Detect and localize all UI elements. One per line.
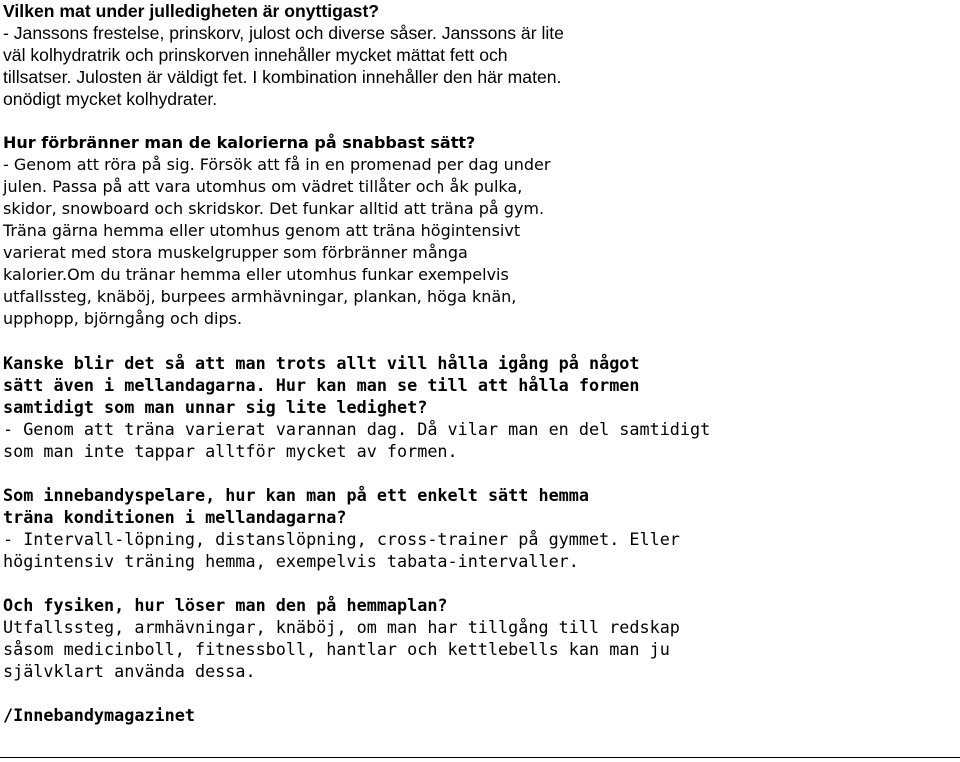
bottom-divider [0,757,960,758]
question-line: Och fysiken, hur löser man den på hemmaplan? [3,595,448,615]
answer-line: onödigt mycket kolhydrater. [3,89,218,109]
qa-section-1 [3,0,953,110]
qa-section-3 [3,352,953,462]
qa-section-2 [3,132,953,330]
answer-line: julen. Passa på att vara utomhus om vädret tillåter och åk pulka, [3,177,523,196]
question-line: Kanske blir det så att man trots allt vill hålla igång på något [3,353,640,373]
answer-line: - Janssons frestelse, prinskorv, julost och diverse såser. Janssons är lite [3,23,564,43]
answer-line: kalorier.Om du tränar hemma eller utomhus funkar exempelvis [3,265,509,284]
source-credit: /Innebandymagazinet [3,705,195,725]
question-line: sätt även i mellandagarna. Hur kan man se till att hålla formen [3,375,640,395]
answer-line: - Genom att röra på sig. Försök att få in en promenad per dag under [3,155,551,174]
answer-line: såsom medicinboll, fitnessboll, hantlar och kettlebells kan man ju [3,639,670,659]
answer-line: Träna gärna hemma eller utomhus genom att träna högintensivt [3,221,521,240]
answer-line: väl kolhydratrik och prinskorven innehåller mycket mättat fett och [3,45,508,65]
answer-line: varierat med stora muskelgrupper som förbränner många [3,243,468,262]
question-line: Som innebandyspelare, hur kan man på ett enkelt sätt hemma [3,485,589,505]
article [3,0,953,726]
answer-line: Utfallssteg, armhävningar, knäböj, om man har tillgång till redskap [3,617,680,637]
answer-line: högintensiv träning hemma, exempelvis tabata-intervaller. [3,551,579,571]
question-line: Hur förbränner man de kalorierna på snabbast sätt? [3,133,476,152]
answer-line: skidor, snowboard och skridskor. Det funkar alltid att träna på gym. [3,199,545,218]
qa-section-4 [3,484,953,572]
question-line: Vilken mat under julledigheten är onyttigast? [3,1,380,21]
qa-section-5 [3,594,953,682]
answer-line: självklart använda dessa. [3,661,256,681]
answer-line: utfallssteg, knäböj, burpees armhävningar, plankan, höga knän, [3,287,517,306]
answer-line: - Intervall-löpning, distanslöpning, cross-trainer på gymmet. Eller [3,529,680,549]
answer-line: tillsatser. Julosten är väldigt fet. I kombination innehåller den här maten. [3,67,562,87]
question-line: samtidigt som man unnar sig lite ledighet? [3,397,428,417]
question-line: träna konditionen i mellandagarna? [3,507,347,527]
answer-line: upphopp, björngång och dips. [3,309,243,328]
answer-line: som man inte tappar alltför mycket av formen. [3,441,458,461]
answer-line: - Genom att träna varierat varannan dag. Då vilar man en del samtidigt [3,419,711,439]
